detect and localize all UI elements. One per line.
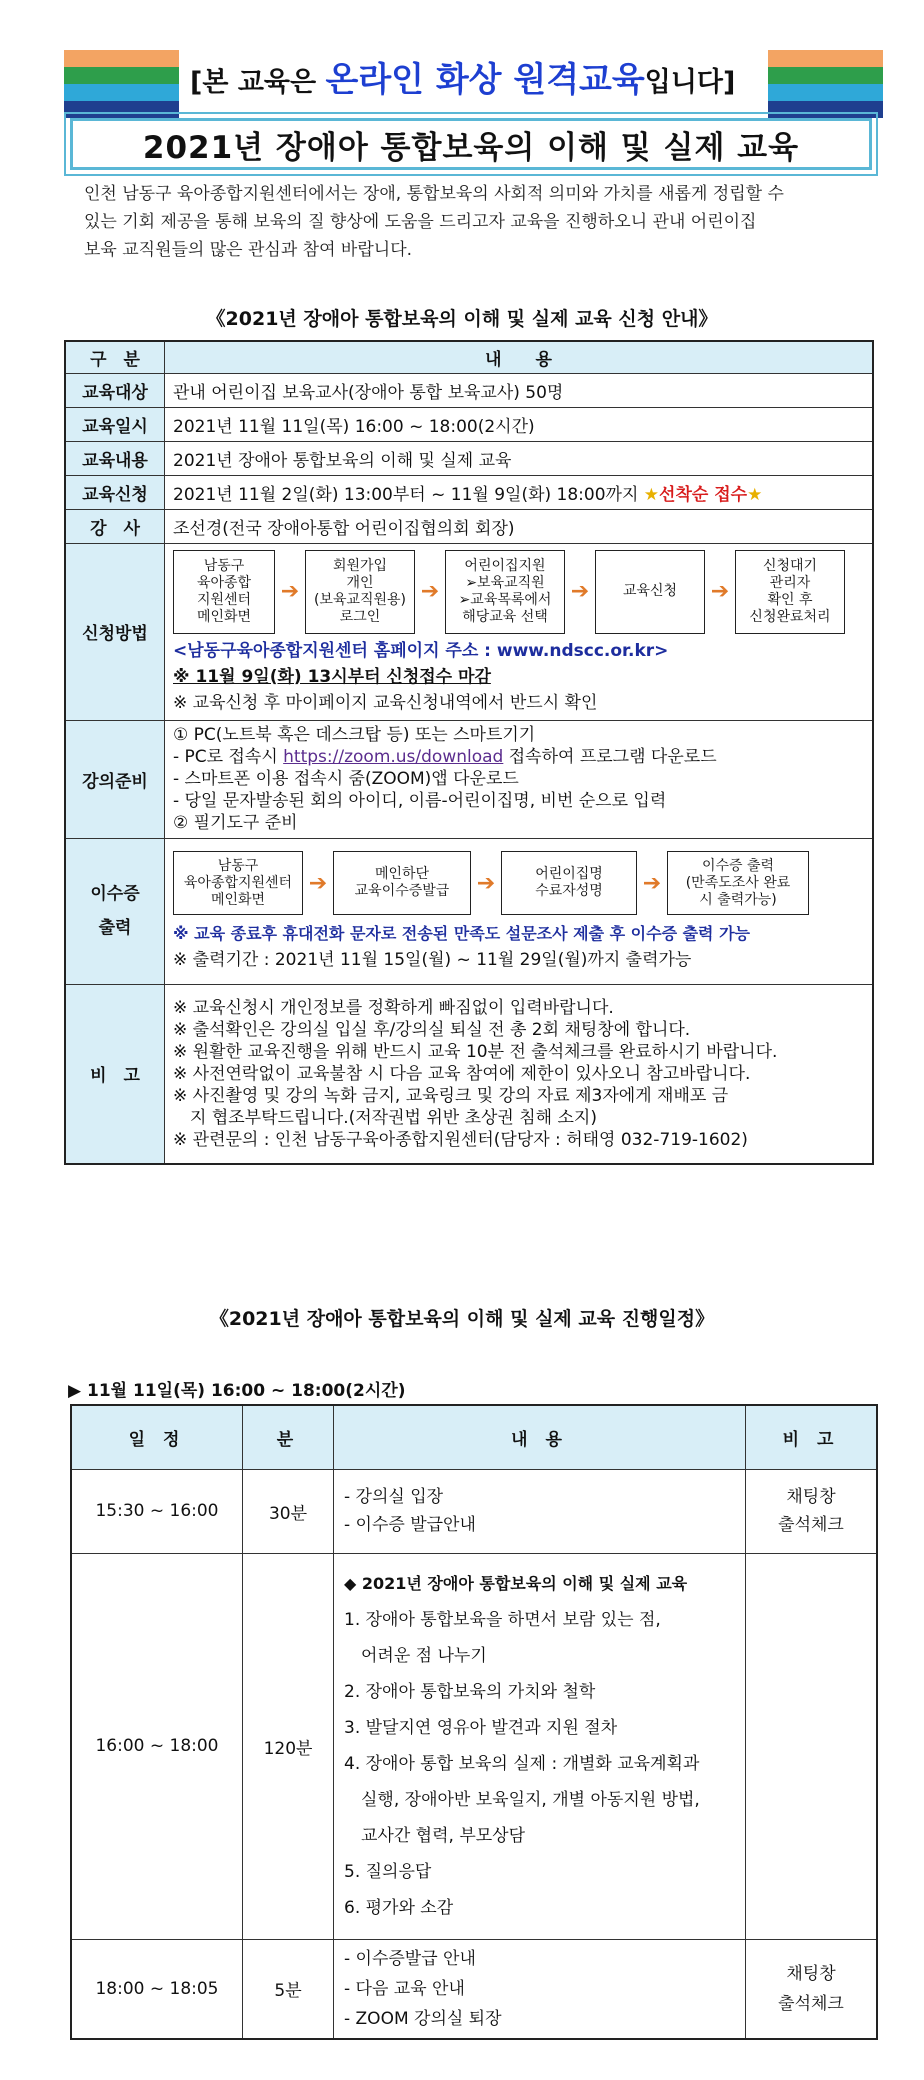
flow-step-select: 어린이집지원 ➢보육교직원 ➢교육목록에서 해당교육 선택 bbox=[445, 550, 565, 634]
row2-time: 16:00 ~ 18:00 bbox=[71, 1553, 243, 1939]
cert-step-issue: 메인하단 교육이수증발급 bbox=[333, 851, 471, 915]
apply-value: 2021년 11월 2일(화) 13:00부터 ~ 11월 9일(화) 18:00까지 ★선착순 접수★ bbox=[165, 475, 874, 509]
arrow-right-icon: ➔ bbox=[710, 579, 730, 604]
apply-section-title: 《2021년 장애아 통합보육의 이해 및 실제 교육 신청 안내》 bbox=[206, 308, 718, 330]
content-value: 2021년 장애아 통합보육의 이해 및 실제 교육 bbox=[165, 441, 874, 475]
row1-note: 채팅창 출석체크 bbox=[746, 1469, 878, 1553]
cert-cell bbox=[165, 838, 874, 984]
row1-minutes: 30분 bbox=[243, 1469, 334, 1553]
schedule-date: ▶ 11월 11일(목) 16:00 ~ 18:00(2시간) bbox=[68, 1381, 406, 1401]
star-icon: ★ bbox=[747, 484, 763, 505]
flow-step-main: 남동구 육아종합 지원센터 메인화면 bbox=[173, 550, 275, 634]
confirm-note: ※ 교육신청 후 마이페이지 교육신청내역에서 반드시 확인 bbox=[173, 692, 598, 713]
print-period-note: ※ 출력기간 : 2021년 11월 15일(월) ~ 11월 29일(월)까지 출력가능 bbox=[173, 950, 692, 970]
banner-text: [본 교육은 온라인 화상 원격교육입니다] bbox=[190, 60, 736, 100]
method-cell bbox=[165, 543, 874, 720]
deadline-note: ※ 11월 9일(화) 13시부터 신청접수 마감 bbox=[173, 666, 491, 687]
flow-step-apply: 교육신청 bbox=[595, 550, 705, 634]
schedule-section-title: 《2021년 장애아 통합보육의 이해 및 실제 교육 진행일정》 bbox=[209, 1308, 715, 1330]
row2-note bbox=[746, 1553, 878, 1939]
arrow-right-icon: ➔ bbox=[642, 870, 662, 896]
intro-text: 인천 남동구 육아종합지원센터에서는 장애, 통합보육의 사회적 의미와 가치를 새롭게 정립할 수 있는 기회 제공을 통해 보육의 질 향상에 도움을 드리고자 교육을 진행하오니 관내 어린이집 보육 교직원들의 많은 관심과 참여 바랍니다. bbox=[84, 184, 784, 260]
apply-label: 교육신청 bbox=[65, 475, 165, 509]
row1-content: - 강의실 입장 - 이수증 발급안내 bbox=[334, 1469, 746, 1553]
cert-flow bbox=[173, 851, 864, 915]
survey-note: ※ 교육 종료후 휴대전화 문자로 전송된 만족도 설문조사 제출 후 이수증 출력 가능 bbox=[173, 924, 750, 943]
method-flow bbox=[173, 550, 864, 634]
method-label: 신청방법 bbox=[65, 543, 165, 720]
star-icon: ★ bbox=[643, 484, 660, 505]
page-title: 2021년 장애아 통합보육의 이해 및 실제 교육 bbox=[70, 118, 872, 170]
header-category: 구 분 bbox=[65, 341, 165, 373]
col-note: 비 고 bbox=[746, 1405, 878, 1469]
lecturer-label: 강 사 bbox=[65, 509, 165, 543]
date-label: 교육일시 bbox=[65, 407, 165, 441]
row2-minutes: 120분 bbox=[243, 1553, 334, 1939]
flow-step-confirm: 신청대기 관리자 확인 후 신청완료처리 bbox=[735, 550, 845, 634]
header-content: 내 용 bbox=[165, 341, 874, 373]
row3-note: 채팅창 출석체크 bbox=[746, 1939, 878, 2039]
row1-time: 15:30 ~ 16:00 bbox=[71, 1469, 243, 1553]
col-minutes: 분 bbox=[243, 1405, 334, 1469]
target-value: 관내 어린이집 보육교사(장애아 통합 보육교사) 50명 bbox=[165, 373, 874, 407]
cert-step-main: 남동구 육아종합지원센터 메인화면 bbox=[173, 851, 303, 915]
zoom-download-link[interactable]: https://zoom.us/download bbox=[283, 747, 504, 767]
prep-cell: ① PC(노트북 혹은 데스크탑 등) 또는 스마트기기 - PC로 접속시 https://zoom.us/download 접속하여 프로그램 다운로드 - 스마트폰 이용 접속시 줌(ZOOM)앱 다운로드 - 당일 문자발송된 회의 아이디, 이름-어린이집명, 비번 순으로 입력 ② 필기도구 준비 bbox=[165, 720, 874, 838]
target-label: 교육대상 bbox=[65, 373, 165, 407]
page-title-box bbox=[64, 112, 878, 176]
arrow-right-icon: ➔ bbox=[420, 579, 440, 604]
col-content: 내 용 bbox=[334, 1405, 746, 1469]
col-schedule: 일 정 bbox=[71, 1405, 243, 1469]
banner-highlight: 온라인 화상 원격교육 bbox=[325, 60, 645, 100]
arrow-right-icon: ➔ bbox=[476, 870, 496, 896]
remark-label: 비 고 bbox=[65, 984, 165, 1164]
homepage-address: <남동구육아종합지원센터 홈페이지 주소 : www.ndscc.or.kr> bbox=[173, 640, 669, 661]
arrow-right-icon: ➔ bbox=[280, 579, 300, 604]
banner-stripe-right bbox=[768, 50, 883, 118]
arrow-right-icon: ➔ bbox=[308, 870, 328, 896]
arrow-right-icon: ➔ bbox=[570, 579, 590, 604]
row3-time: 18:00 ~ 18:05 bbox=[71, 1939, 243, 2039]
first-come-label: 선착순 접수 bbox=[659, 484, 748, 505]
row2-content: ◆ 2021년 장애아 통합보육의 이해 및 실제 교육 1. 장애아 통합보육을 하면서 보람 있는 점, 어려운 점 나누기 2. 장애아 통합보육의 가치와 철학 3. 발달지연 영유아 발견과 지원 절차 4. 장애아 통합 보육의 실제 : 개별화 교육계획과 실행, 장애아반 보육일지, 개별 아동지원 방법, 교사간 협력, 부모상담 5. 질의응답 6. 평가와 소감 bbox=[334, 1553, 746, 1939]
cert-label: 이수증 출력 bbox=[65, 838, 165, 984]
cert-step-print: 이수증 출력 (만족도조사 완료 시 출력가능) bbox=[667, 851, 809, 915]
row3-content: - 이수증발급 안내 - 다음 교육 안내 - ZOOM 강의실 퇴장 bbox=[334, 1939, 746, 2039]
flow-step-login: 회원가입 개인 (보육교직원용) 로그인 bbox=[305, 550, 415, 634]
row3-minutes: 5분 bbox=[243, 1939, 334, 2039]
apply-table bbox=[64, 340, 874, 1165]
lecturer-value: 조선경(전국 장애아통합 어린이집협의회 회장) bbox=[165, 509, 874, 543]
cert-step-name: 어린이집명 수료자성명 bbox=[501, 851, 637, 915]
banner-stripe-left bbox=[64, 50, 179, 118]
prep-label: 강의준비 bbox=[65, 720, 165, 838]
content-label: 교육내용 bbox=[65, 441, 165, 475]
schedule-table bbox=[70, 1404, 878, 2040]
remark-cell: ※ 교육신청시 개인정보를 정확하게 빠짐없이 입력바랍니다. ※ 출석확인은 강의실 입실 후/강의실 퇴실 전 총 2회 채팅창에 합니다. ※ 원활한 교육진행을 위해 반드시 교육 10분 전 출석체크를 완료하시기 바랍니다. ※ 사전연락없이 교육불참 시 다음 교육 참여에 제한이 있사오니 참고바랍니다. ※ 사진촬영 및 강의 녹화 금지, 교육링크 및 강의 자료 제3자에게 재배포 금 지 협조부탁드립니다.(저작권법 위반 초상권 침해 소지) ※ 관련문의 : 인천 남동구육아종합지원센터(담당자 : 허태영 032-719-1602) bbox=[165, 984, 874, 1164]
date-value: 2021년 11월 11일(목) 16:00 ~ 18:00(2시간) bbox=[165, 407, 874, 441]
